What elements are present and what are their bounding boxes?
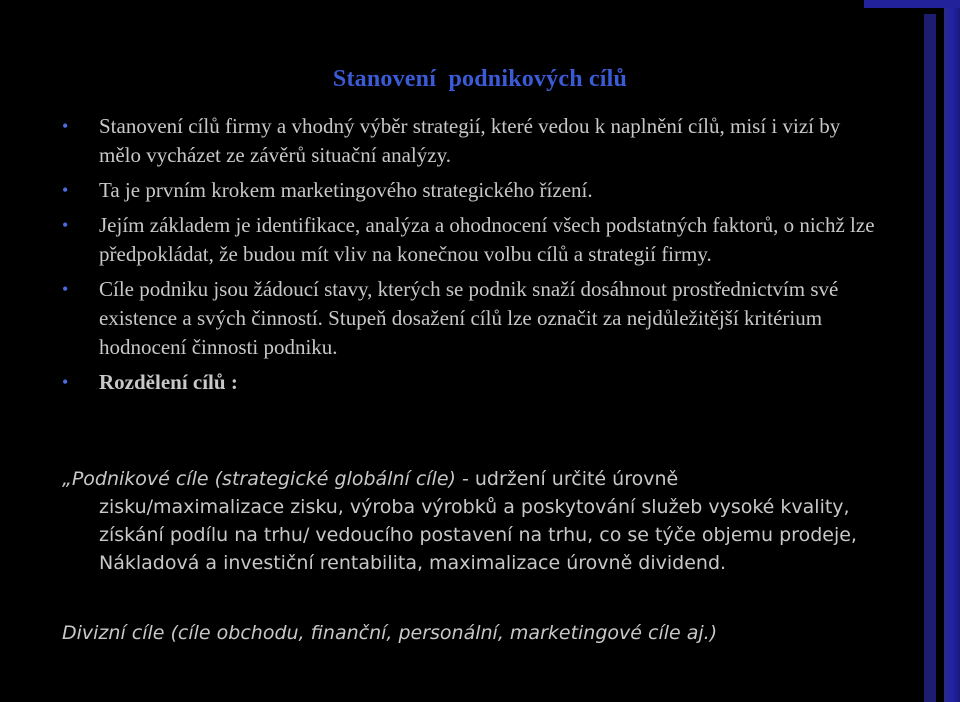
bullet-icon: •: [62, 372, 69, 392]
list-item: [62, 211, 882, 269]
bullet-heading: Rozdělení cílů :: [99, 370, 238, 394]
list-item: [62, 368, 882, 397]
bullet-text: Ta je prvním krokem marketingového strategického řízení.: [99, 178, 593, 202]
divisional-goals: Divizní cíle (cíle obchodu, finanční, personální, marketingové cíle aj.): [62, 622, 718, 644]
list-item: [62, 275, 882, 362]
edge-bar-right: [944, 0, 960, 702]
bullet-text: Cíle podniku jsou žádoucí stavy, kterých se podnik snaží dosáhnout prostřednictvím své existence a svých činností. Stupeň dosažení cílů lze označit za nejdůležitější kritérium hodnocení činnosti podniku.: [99, 277, 839, 359]
corporate-goals-paragraph: [62, 465, 882, 577]
bullet-icon: •: [62, 180, 69, 200]
corporate-goals-continuation: zisku/maximalizace zisku, výroba výrobků a poskytování služeb vysoké kvality, získání podílu na trhu/ vedoucího postavení na trhu, co se týče objemu prodeje, Nákladová a investiční rentabilita, maximalizace úrovně dividend.: [99, 496, 857, 574]
slide-title: Stanovení podnikových cílů: [332, 66, 628, 92]
bullet-icon: •: [62, 279, 69, 299]
bullet-icon: •: [62, 116, 69, 136]
list-item: [62, 176, 882, 205]
edge-bar-top: [864, 0, 960, 8]
corporate-goals-first-line: - udržení určité úrovně: [455, 468, 679, 490]
bullet-text: Jejím základem je identifikace, analýza a ohodnocení všech podstatných faktorů, o nichž lze předpokládat, že budou mít vliv na konečnou volbu cílů a strategií firmy.: [99, 213, 875, 266]
edge-bar-inner: [924, 14, 936, 702]
list-item: [62, 112, 882, 170]
corporate-goals-lead: „Podnikové cíle (strategické globální cíle): [62, 468, 456, 490]
bullet-icon: •: [62, 215, 69, 235]
bullet-list: [62, 112, 882, 403]
bullet-text: Stanovení cílů firmy a vhodný výběr strategií, které vedou k naplnění cílů, misí i vizí by mělo vycházet ze závěrů situační analýzy.: [99, 114, 841, 167]
